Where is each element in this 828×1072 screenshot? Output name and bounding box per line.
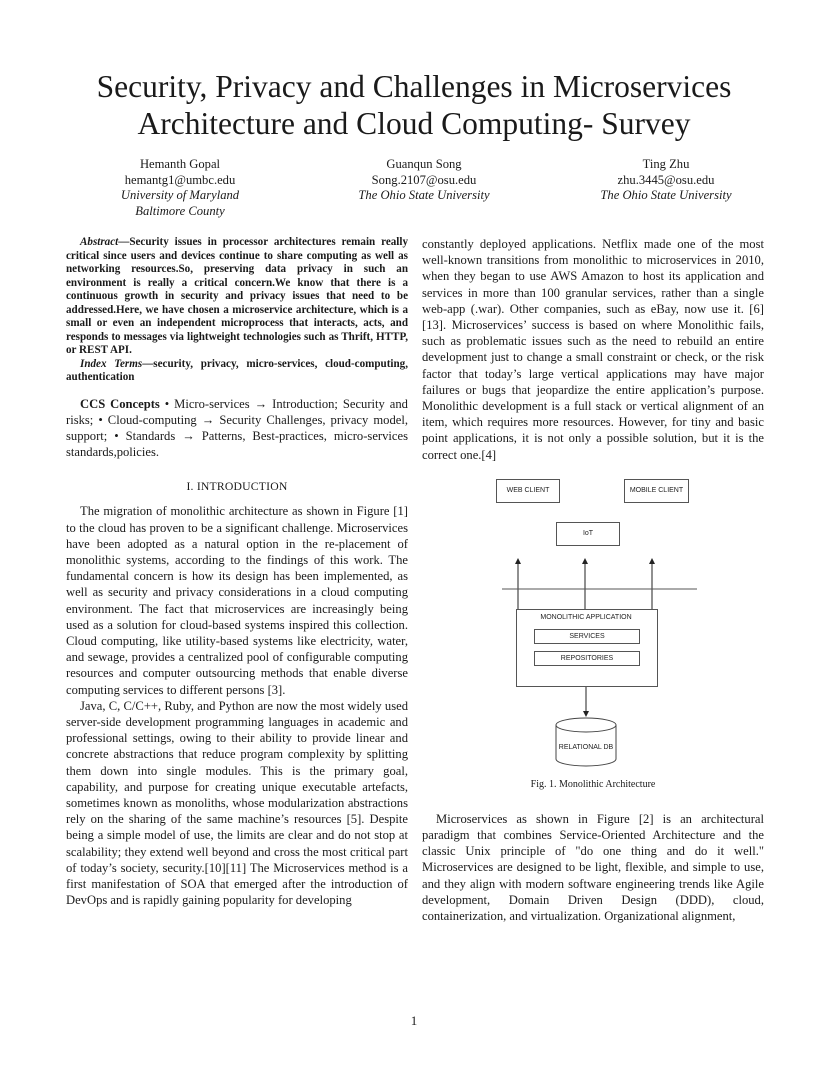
author-affiliation: University of Maryland (120, 188, 240, 202)
repositories-label: REPOSITORIES (560, 654, 614, 662)
body-paragraph: The migration of monolithic architecture as shown in Figure [1] to the cloud has proven to be a significant challenge. Microservices have been adopted as a natural option in the re-placement of monolithic systems, according to the findings of this work. The fundamental concern is how its design has been implemented, as well as security and privacy considerations in a cloud computing environment. The fact that microservices are increasingly being used as a solution for cloud-based systems inspired this collection. Cloud computing, like utility-based systems like electricity, water, and sewage, provides a centralized pool of configurable computing resources and computer outsourcing methods that enable diverse computing services to different persons [3]. (66, 504, 408, 697)
iot-label: IoT (582, 530, 594, 538)
section-title: INTRODUCTION (196, 480, 288, 494)
body-paragraph: constantly deployed applications. Netflix made one of the most well-known transitions from monolithic to microservices in 2010, when they began to use AWS Amazon to host its application and services in more than 100 granular services, rather than a single web-app (.war). Other companies, such as eBay, now use it. [6][13]. Microservices’ success is based on where Monolithic fails, such as problematic issues such as the need to rebuild an entire development just to change a small constraint or check, or the risk factor that today’s large vertical applications may have major failures or bugs that jeopardize the entire application’s purpose. Monolithic development is a full stack or vertical alignment of an item, which requires more resources. However, for tiny and basic point applications, it is not only a possible solution, but it is the correct one.[4] (422, 237, 764, 462)
repositories-box (534, 651, 640, 666)
abstract-text: —Security issues in processor architectures remain really critical since users and devices continue to share computing as well as networking resources.So, preserving data privacy in such an environment is really a critical concern.We know that there is a continuous growth in security and privacy issues that need to be addressed.Here, we have chosen a microservice architecture, which is a small or even an independent microprocess that interacts, acts, and responds to messages via lightweight technologies such as Thrift, HTTP, or REST API. (66, 236, 408, 356)
body-paragraph: Java, C, C/C++, Ruby, and Python are now the most widely used server-side development programming languages in academic and professional settings, owing to their ability to provide linear and concrete abstractions that reduce program complexity by splitting them down into single modules. This is the primary goal, capability, and purpose for creating unique executable artefacts, sometimes known as monoliths, whose modularization abstractions rely on the sharing of the same machine’s resources [5]. Despite being a simple model of use, the limits are clear and do not stop at scalability; they extend well beyond and cross the most critical part of today’s society, security.[10][11] The Microservices method is a first manifestation of SOA that emerged after the introduction of DevOps and is rapidly gaining popularity for developing (66, 698, 408, 908)
figure-monolithic-architecture (422, 469, 764, 811)
relational-db-label: RELATIONAL DB (558, 744, 614, 752)
services-label: SERVICES (569, 632, 605, 640)
abstract-lead: Abstract (80, 236, 119, 248)
author-affiliation-line-2: Baltimore County (135, 203, 225, 218)
author-name: Ting Zhu (642, 157, 690, 171)
paper-title (40, 68, 788, 142)
left-column (66, 236, 408, 908)
ccs-text: • Micro-services → Introduction; Security and risks; • Cloud-computing → Security Challenges, privacy model, support; • Standards → Patterns, Best-practices, micro-services standards,policies. (66, 396, 408, 460)
author-block (314, 157, 534, 204)
title-line-2: Architecture and Cloud Computing- Survey (137, 106, 691, 141)
body-paragraph: Microservices as shown in Figure [2] is an architectural paradigm that combines Service-Oriented Architecture and the classic Unix principle of "do one thing and do it well." Microservices are designed to be light, flexible, and simple to use, and they align with modern software engineering trends like Agile development, Domain Driven Design (DDD), cloud, containerization, and virtualization. Organizational alignment, (422, 811, 764, 924)
figure-caption: Fig. 1. Monolithic Architecture (530, 778, 656, 790)
author-block (556, 157, 776, 204)
abstract (66, 236, 408, 358)
section-heading (66, 480, 408, 494)
mobile-client-label: MOBILE CLIENT (629, 487, 684, 495)
iot-box (556, 522, 620, 546)
author-affiliation: The Ohio State University (358, 188, 490, 202)
index-terms-lead: Index Terms (80, 357, 143, 370)
title-line-1: Security, Privacy and Challenges in Microservices (96, 69, 732, 104)
web-client-label: WEB CLIENT (506, 487, 550, 495)
ccs-concepts (66, 396, 408, 461)
index-terms (66, 358, 408, 385)
section-number: I. (186, 480, 194, 494)
services-box (534, 629, 640, 644)
page-number: 1 (410, 1013, 418, 1028)
author-email: hemantg1@umbc.edu (124, 172, 236, 187)
right-column (422, 236, 764, 924)
ccs-lead: CCS Concepts (80, 396, 160, 411)
author-block (70, 157, 290, 219)
web-client-box (496, 479, 560, 503)
monolithic-application-label: MONOLITHIC APPLICATION (531, 612, 641, 623)
mobile-client-box (624, 479, 689, 503)
author-name: Hemanth Gopal (139, 157, 221, 171)
author-email: Song.2107@osu.edu (371, 172, 477, 187)
author-name: Guanqun Song (386, 157, 462, 171)
index-terms-text: —security, privacy, micro-services, cloud-computing, authentication (66, 357, 408, 383)
author-email: zhu.3445@osu.edu (617, 172, 715, 187)
author-affiliation: The Ohio State University (600, 188, 732, 202)
